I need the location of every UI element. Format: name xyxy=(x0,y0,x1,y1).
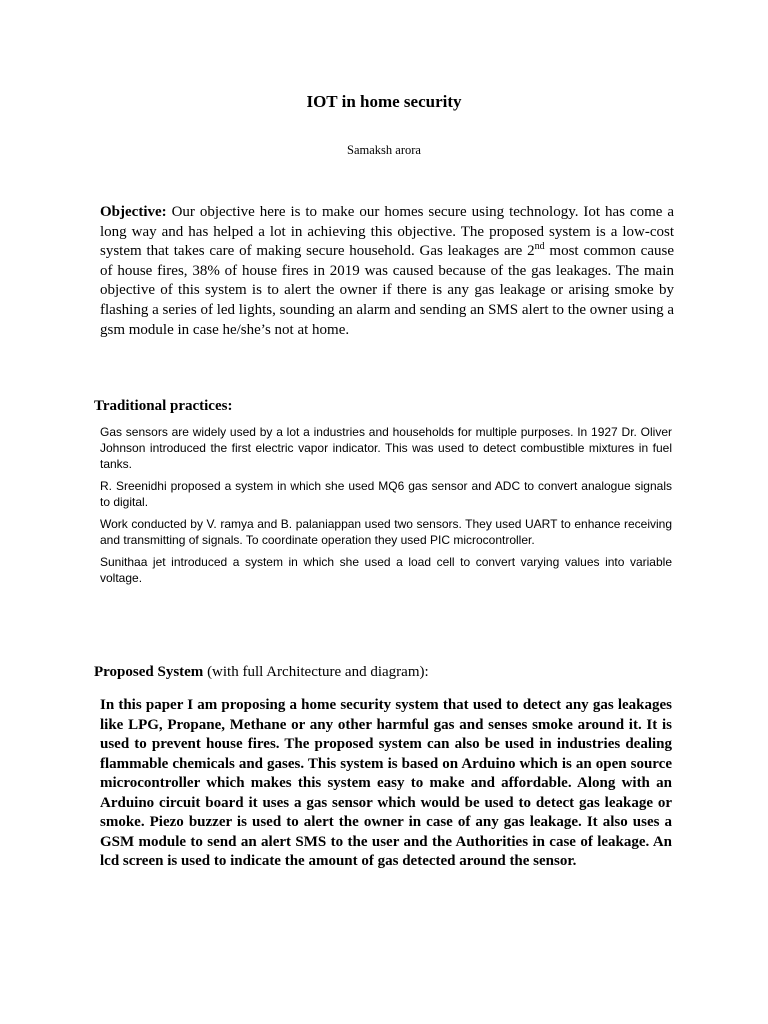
proposed-paragraph: In this paper I am proposing a home security system that used to detect any gas leakages like LPG, Propane, Methane or any other harmful gas and senses smoke around it. It is used to prevent house fires. The proposed system can also be used in industries dealing flammable chemicals and gases. This system is based on Arduino which is an open source microcontroller which makes this system easy to make and affordable. Along with an Arduino circuit board it uses a gas sensor which would be used to detect gas leakage or smoke. Piezo buzzer is used to alert the owner in case of any gas leakage. It also uses a GSM module to send an alert SMS to the user and the Authorities in case of leakage. An lcd screen is used to indicate the amount of gas detected around the sensor. xyxy=(100,697,672,869)
traditional-paragraph-4: Sunithaa jet introduced a system in which she used a load cell to convert varying values into variable voltage. xyxy=(100,555,672,585)
objective-text-part2: most common cause of house fires, 38% of house fires in 2019 was caused because of the gas leakages. The main objective of this system is to alert the owner if there is any gas leakage or arising smoke by flashing a series of led lights, sounding an alarm and sending an SMS alert to the owner using a gsm module in case he/she’s not at home. xyxy=(100,243,674,338)
traditional-list xyxy=(100,424,672,592)
proposed-heading xyxy=(94,664,429,681)
objective-text xyxy=(100,204,674,338)
author-name: Samaksh arora xyxy=(347,143,421,157)
document-title: IOT in home security xyxy=(306,92,462,111)
proposed-heading-rest: (with full Architecture and diagram): xyxy=(203,664,429,680)
traditional-paragraph-3: Work conducted by V. ramya and B. palaniappan used two sensors. They used UART to enhance receiving and transmitting of signals. To coordinate operation they used PIC microcontroller. xyxy=(100,517,672,547)
traditional-paragraph-2: R. Sreenidhi proposed a system in which she used MQ6 gas sensor and ADC to convert analogue signals to digital. xyxy=(100,479,672,509)
traditional-heading: Traditional practices: xyxy=(94,398,233,414)
objective-superscript: nd xyxy=(534,241,545,253)
proposed-heading-strong: Proposed System xyxy=(94,664,204,680)
traditional-paragraph-1: Gas sensors are widely used by a lot a industries and households for multiple purposes. In 1927 Dr. Oliver Johnson introduced the first electric vapor indicator. This was used to detect combustible mixtures in fuel tanks. xyxy=(100,425,672,471)
objective-label: Objective: xyxy=(100,204,167,220)
objective-paragraph xyxy=(100,203,674,340)
objective-text-part1: Our objective here is to make our homes secure using technology. Iot has come a long way and has helped a lot in achieving this objective. The proposed system is a low-cost system that takes care of making secure household. Gas leakages are 2 xyxy=(100,204,674,260)
